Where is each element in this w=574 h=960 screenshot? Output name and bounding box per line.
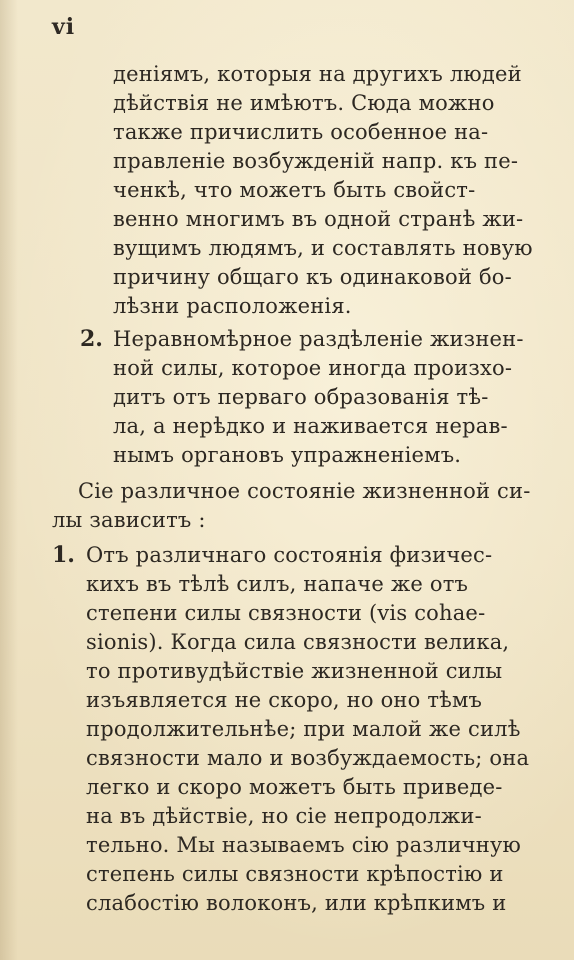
- text-line: степень силы связности крѣпостію и: [86, 862, 504, 886]
- text-line: слабостію волоконъ, или крѣпкимъ и: [86, 891, 507, 915]
- text-line: венно многимъ въ одной странѣ жи-: [113, 207, 524, 231]
- text-line: легко и скоро можетъ быть приведе-: [86, 775, 503, 799]
- text-line: вущимъ людямъ, и составлять новую: [113, 236, 533, 260]
- list-item-number: 1.: [52, 542, 75, 568]
- text-line: лы зависитъ :: [52, 508, 206, 532]
- list-item-number: 2.: [80, 326, 103, 352]
- text-line: Неравномѣрное раздѣленіе жизнен-: [113, 327, 524, 351]
- page-number: vi: [52, 14, 76, 40]
- text-line: продолжительнѣе; при малой же силѣ: [86, 717, 521, 741]
- text-line: дѣйствія не имѣютъ. Сюда можно: [113, 91, 495, 115]
- text-line: нымъ органовъ упражненіемъ.: [113, 443, 462, 467]
- text-line: изъявляется не скоро, но оно тѣмъ: [86, 688, 483, 712]
- text-line: sionis). Когда сила связности велика,: [86, 630, 510, 654]
- text-line: тельно. Мы называемъ сію различную: [86, 833, 522, 857]
- text-line: ченкѣ, что можетъ быть свойст-: [113, 178, 476, 202]
- text-line: то противудѣйствіе жизненной силы: [86, 659, 503, 683]
- text-line: также причислить особенное на-: [113, 120, 489, 144]
- text-line: лѣзни расположенія.: [113, 294, 352, 318]
- text-line: Отъ различнаго состоянія физичес-: [86, 543, 493, 567]
- text-line: связности мало и возбуждаемость; она: [86, 746, 530, 770]
- text-line: Сіе различное состояніе жизненной си-: [78, 479, 531, 503]
- text-line: ла, а нерѣдко и наживается нерав-: [113, 414, 508, 438]
- text-line: дитъ отъ перваго образованія тѣ-: [113, 385, 489, 409]
- text-line: ной силы, которое иногда произхо-: [113, 356, 513, 380]
- text-line: правленіе возбужденій напр. къ пе-: [113, 149, 519, 173]
- text-line: на въ дѣйствіе, но сіе непродолжи-: [86, 804, 482, 828]
- text-line: причину общаго къ одинаковой бо-: [113, 265, 512, 289]
- text-line: степени силы связности (vis cohae-: [86, 601, 486, 625]
- text-line: деніямъ, которыя на другихъ людей: [113, 62, 522, 86]
- text-line: кихъ въ тѣлѣ силъ, напаче же отъ: [86, 572, 469, 596]
